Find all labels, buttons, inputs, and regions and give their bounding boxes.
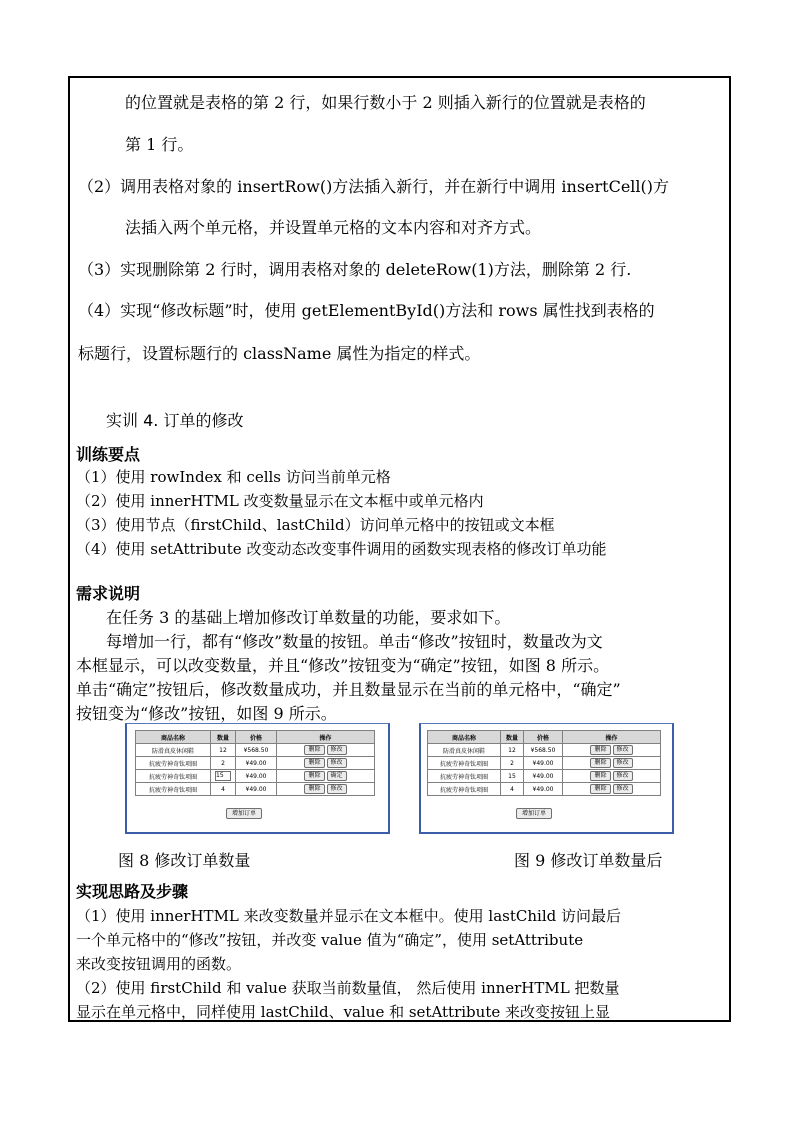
intro-line-2: 第 1 行。 (125, 135, 194, 154)
col-header-price: 价格 (524, 731, 563, 744)
figure-9-screenshot (419, 723, 674, 834)
col-header-action: 操作 (563, 731, 661, 744)
col-header-qty: 数量 (501, 731, 524, 744)
quantity-cell: 4 (501, 783, 524, 796)
quantity-cell: 2 (211, 757, 236, 770)
delete-button[interactable]: 删除 (304, 745, 324, 755)
price-cell: ¥49.00 (524, 770, 563, 783)
training-item-4: （4）使用 setAttribute 改变动态改变事件调用的函数实现表格的修改订单功能 (76, 540, 607, 558)
training-heading: 训练要点 (76, 445, 141, 464)
implementation-line-1: （1）使用 innerHTML 来改变数量并显示在文本框中。使用 lastChild 访问最后 (76, 907, 621, 925)
table-row (428, 783, 661, 796)
price-cell: ¥568.50 (524, 744, 563, 757)
implementation-line-3: 来改变按钮调用的函数。 (76, 955, 242, 973)
requirements-line-3: 本框显示，可以改变数量，并且“修改”按钮变为“确定”按钮，如图 8 所示。 (76, 656, 610, 675)
col-header-name: 商品名称 (428, 731, 501, 744)
product-name: 抗疲劳神奇钛项圈 (428, 783, 501, 796)
figure-8-screenshot (125, 723, 390, 834)
product-name: 抗疲劳神奇钛项圈 (136, 770, 211, 783)
table-row (136, 757, 375, 770)
edit-button[interactable]: 修改 (613, 771, 633, 781)
implementation-heading: 实现思路及步骤 (76, 882, 189, 901)
product-name: 抗疲劳神奇钛项圈 (136, 757, 211, 770)
requirements-line-5: 按钮变为“修改”按钮，如图 9 所示。 (76, 704, 337, 723)
price-cell: ¥49.00 (524, 757, 563, 770)
step2-line-2: 法插入两个单元格，并设置单元格的文本内容和对齐方式。 (125, 218, 542, 237)
step4-line-1: （4）实现“修改标题”时，使用 getElementById()方法和 rows 属性找到表格的 (78, 301, 655, 320)
table-row (136, 744, 375, 757)
table-row (428, 770, 661, 783)
quantity-input[interactable]: 15 (215, 771, 231, 781)
step3-line: （3）实现删除第 2 行时，调用表格对象的 deleteRow(1)方法，删除第 2 行. (78, 260, 632, 279)
price-cell: ¥49.00 (236, 783, 277, 796)
add-order-button[interactable]: 增加订单 (516, 808, 552, 819)
requirements-heading: 需求说明 (76, 584, 141, 603)
table-row (136, 770, 375, 783)
table-row (136, 783, 375, 796)
price-cell: ¥49.00 (236, 757, 277, 770)
edit-button[interactable]: 修改 (613, 784, 633, 794)
figure-8-caption: 图 8 修改订单数量 (118, 851, 251, 870)
col-header-qty: 数量 (211, 731, 236, 744)
price-cell: ¥49.00 (236, 770, 277, 783)
edit-button[interactable]: 修改 (327, 745, 347, 755)
implementation-line-5: 显示在单元格中，同样使用 lastChild、value 和 setAttribute 来改变按钮上显 (76, 1003, 610, 1021)
document-frame (68, 76, 731, 1022)
training-item-3: （3）使用节点（firstChild、lastChild）访问单元格中的按钮或文本框 (76, 516, 555, 534)
quantity-cell: 4 (211, 783, 236, 796)
quantity-cell: 15 (501, 770, 524, 783)
edit-button[interactable]: 修改 (327, 784, 347, 794)
edit-button[interactable]: 修改 (613, 758, 633, 768)
implementation-line-2: 一个单元格中的“修改”按钮，并改变 value 值为“确定”，使用 setAttribute (76, 931, 584, 949)
confirm-button[interactable]: 确定 (327, 771, 347, 781)
delete-button[interactable]: 删除 (304, 784, 324, 794)
product-name: 防滑真皮休闲鞋 (136, 744, 211, 757)
section-title: 实训 4. 订单的修改 (106, 411, 244, 430)
delete-button[interactable]: 删除 (304, 771, 324, 781)
step4-line-2: 标题行，设置标题行的 className 属性为指定的样式。 (78, 344, 481, 363)
training-item-1: （1）使用 rowIndex 和 cells 访问当前单元格 (76, 468, 391, 486)
requirements-line-1: 在任务 3 的基础上增加修改订单数量的功能，要求如下。 (106, 608, 511, 627)
order-table-fig9 (427, 730, 661, 796)
quantity-cell: 12 (501, 744, 524, 757)
product-name: 抗疲劳神奇钛项圈 (428, 757, 501, 770)
product-name: 防滑真皮休闲鞋 (428, 744, 501, 757)
delete-button[interactable]: 删除 (590, 745, 610, 755)
price-cell: ¥568.50 (236, 744, 277, 757)
figure-9-caption: 图 9 修改订单数量后 (514, 851, 663, 870)
edit-button[interactable]: 修改 (613, 745, 633, 755)
intro-line-1: 的位置就是表格的第 2 行，如果行数小于 2 则插入新行的位置就是表格的 (125, 93, 646, 112)
product-name: 抗疲劳神奇钛项圈 (136, 783, 211, 796)
delete-button[interactable]: 删除 (590, 758, 610, 768)
step2-line-1: （2）调用表格对象的 insertRow()方法插入新行，并在新行中调用 insertCell()方 (78, 177, 670, 196)
implementation-line-4: （2）使用 firstChild 和 value 获取当前数量值， 然后使用 innerHTML 把数量 (76, 979, 620, 997)
delete-button[interactable]: 删除 (304, 758, 324, 768)
requirements-line-2: 每增加一行，都有“修改”数量的按钮。单击“修改”按钮时，数量改为文 (106, 632, 603, 651)
delete-button[interactable]: 删除 (590, 784, 610, 794)
table-row (428, 757, 661, 770)
quantity-cell: 2 (501, 757, 524, 770)
delete-button[interactable]: 删除 (590, 771, 610, 781)
price-cell: ¥49.00 (524, 783, 563, 796)
edit-button[interactable]: 修改 (327, 758, 347, 768)
table-row (428, 744, 661, 757)
training-item-2: （2）使用 innerHTML 改变数量显示在文本框中或单元格内 (76, 492, 484, 510)
col-header-action: 操作 (277, 731, 375, 744)
col-header-price: 价格 (236, 731, 277, 744)
quantity-cell: 12 (211, 744, 236, 757)
order-table-fig8 (135, 730, 375, 796)
product-name: 抗疲劳神奇钛项圈 (428, 770, 501, 783)
add-order-button[interactable]: 增加订单 (226, 808, 262, 819)
col-header-name: 商品名称 (136, 731, 211, 744)
requirements-line-4: 单击“确定”按钮后，修改数量成功，并且数量显示在当前的单元格中，“确定” (76, 680, 621, 699)
